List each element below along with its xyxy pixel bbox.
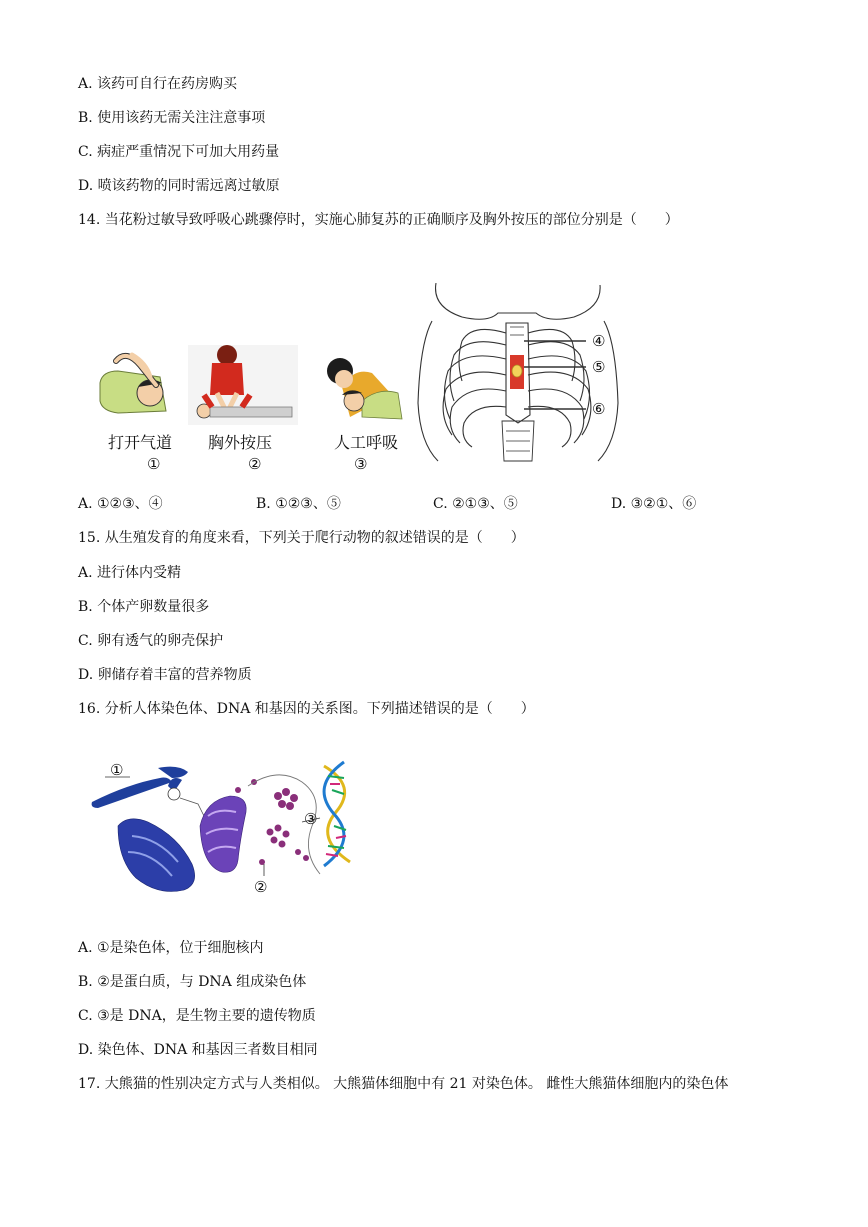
q13-option-b: B. 使用该药无需关注注意事项 xyxy=(78,110,266,126)
q15-option-b: B. 个体产卵数量很多 xyxy=(78,599,210,615)
q17-stem: 17. 大熊猫的性别决定方式与人类相似。 大熊猫体细胞中有 21 对染色体。 雌性大熊猫体细胞内的染色体 xyxy=(78,1076,729,1092)
caption-open-airway: 打开气道 xyxy=(108,433,173,452)
q15-option-c: C. 卵有透气的卵壳保护 xyxy=(78,633,224,649)
q13-option-c: C. 病症严重情况下可加大用药量 xyxy=(78,144,280,160)
chest-label-5: ⑤ xyxy=(592,358,606,376)
open-airway-illustration xyxy=(100,355,166,413)
chromosome-dna-figure xyxy=(88,756,388,901)
dna-double-helix xyxy=(324,762,350,866)
q16-option-a: A. ①是染色体，位于细胞核内 xyxy=(78,940,264,956)
q16-stem: 16. 分析人体染色体、DNA 和基因的关系图。下列描述错误的是（ ） xyxy=(78,701,535,717)
q15-stem: 15. 从生殖发育的角度来看，下列关于爬行动物的叙述错误的是（ ） xyxy=(78,530,525,546)
caption-number-3: ③ xyxy=(354,455,368,473)
q13-option-a: A. 该药可自行在药房购买 xyxy=(78,76,238,92)
chromosome-illustration xyxy=(92,767,204,816)
figure-label-1: ① xyxy=(110,761,124,779)
figure-label-3: ③ xyxy=(304,810,318,828)
caption-number-2: ② xyxy=(248,455,262,473)
rescue-breathing-illustration xyxy=(327,358,402,419)
q16-option-d: D. 染色体、DNA 和基因三者数目相同 xyxy=(78,1042,318,1058)
q14-stem: 14. 当花粉过敏导致呼吸心跳骤停时，实施心肺复苏的正确顺序及胸外按压的部位分别是（ ） xyxy=(78,212,679,228)
q13-option-d: D. 喷该药物的同时需远离过敏原 xyxy=(78,178,280,194)
q15-option-d: D. 卵储存着丰富的营养物质 xyxy=(78,667,252,683)
q16-option-c: C. ③是 DNA，是生物主要的遗传物质 xyxy=(78,1008,316,1024)
cpr-figure xyxy=(92,283,632,478)
q16-option-b: B. ②是蛋白质，与 DNA 组成染色体 xyxy=(78,974,307,990)
chest-label-6: ⑥ xyxy=(592,400,606,418)
caption-number-1: ① xyxy=(147,455,161,473)
chest-label-4: ④ xyxy=(592,332,606,350)
q14-option-c: C. ②①③、⑤ xyxy=(433,496,518,512)
histone-beads xyxy=(235,779,309,865)
q14-option-a: A. ①②③、④ xyxy=(78,496,163,512)
q15-option-a: A. 进行体内受精 xyxy=(78,565,182,581)
coiled-chromatin xyxy=(118,796,246,892)
chest-compression-illustration xyxy=(188,345,298,425)
caption-chest-compression: 胸外按压 xyxy=(208,433,273,452)
q14-option-b: B. ①②③、⑤ xyxy=(256,496,341,512)
figure-label-2: ② xyxy=(254,878,268,896)
rib-cage-diagram xyxy=(418,283,618,461)
q14-option-d: D. ③②①、⑥ xyxy=(611,496,697,512)
caption-rescue-breathing: 人工呼吸 xyxy=(334,433,399,452)
